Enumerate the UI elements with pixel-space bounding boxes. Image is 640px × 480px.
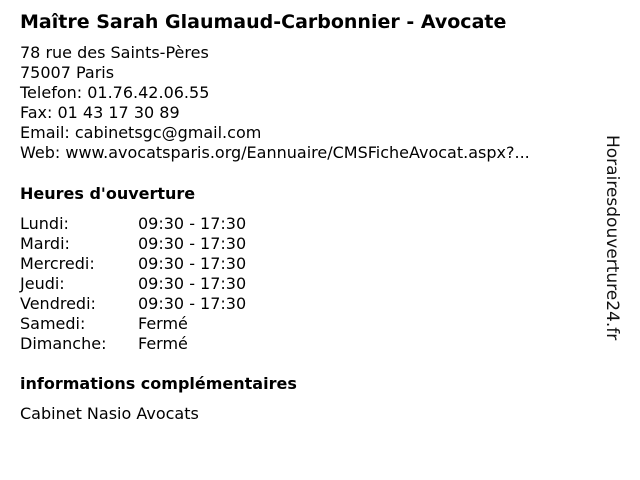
time-value: 09:30 - 17:30 — [138, 214, 247, 233]
hours-row-sunday — [20, 334, 246, 354]
hours-row-tuesday — [20, 234, 246, 254]
hours-row-friday — [20, 294, 246, 314]
page-title: Maître Sarah Glaumaud-Carbonnier - Avocate — [20, 11, 507, 33]
day-label: Dimanche: — [20, 334, 107, 353]
hours-row-saturday — [20, 314, 246, 334]
hours-row-monday — [20, 214, 246, 234]
website-url: Web: www.avocatsparis.org/Eannuaire/CMSFicheAvocat.aspx?... — [20, 143, 530, 162]
hours-row-wednesday — [20, 254, 246, 274]
time-value: 09:30 - 17:30 — [138, 234, 247, 253]
address-city: 75007 Paris — [20, 63, 115, 82]
time-value: 09:30 - 17:30 — [138, 254, 247, 273]
time-value: 09:30 - 17:30 — [138, 294, 247, 313]
day-label: Vendredi: — [20, 294, 96, 313]
additional-info-text: Cabinet Nasio Avocats — [20, 404, 199, 423]
additional-info-heading: informations complémentaires — [20, 374, 297, 393]
day-label: Samedi: — [20, 314, 86, 333]
phone-number: Telefon: 01.76.42.06.55 — [20, 83, 210, 102]
hours-row-thursday — [20, 274, 246, 294]
opening-hours-table — [20, 214, 246, 354]
day-label: Jeudi: — [20, 274, 65, 293]
fax-number: Fax: 01 43 17 30 89 — [20, 103, 180, 122]
time-value: Fermé — [138, 334, 188, 353]
time-value: Fermé — [138, 314, 188, 333]
day-label: Mercredi: — [20, 254, 95, 273]
opening-hours-heading: Heures d'ouverture — [20, 184, 196, 203]
address-street: 78 rue des Saints-Pères — [20, 43, 209, 62]
email-address: Email: cabinetsgc@gmail.com — [20, 123, 262, 142]
day-label: Lundi: — [20, 214, 69, 233]
day-label: Mardi: — [20, 234, 70, 253]
time-value: 09:30 - 17:30 — [138, 274, 247, 293]
contact-block — [20, 43, 530, 163]
site-watermark: Horairesdouverture24.fr — [602, 135, 622, 341]
